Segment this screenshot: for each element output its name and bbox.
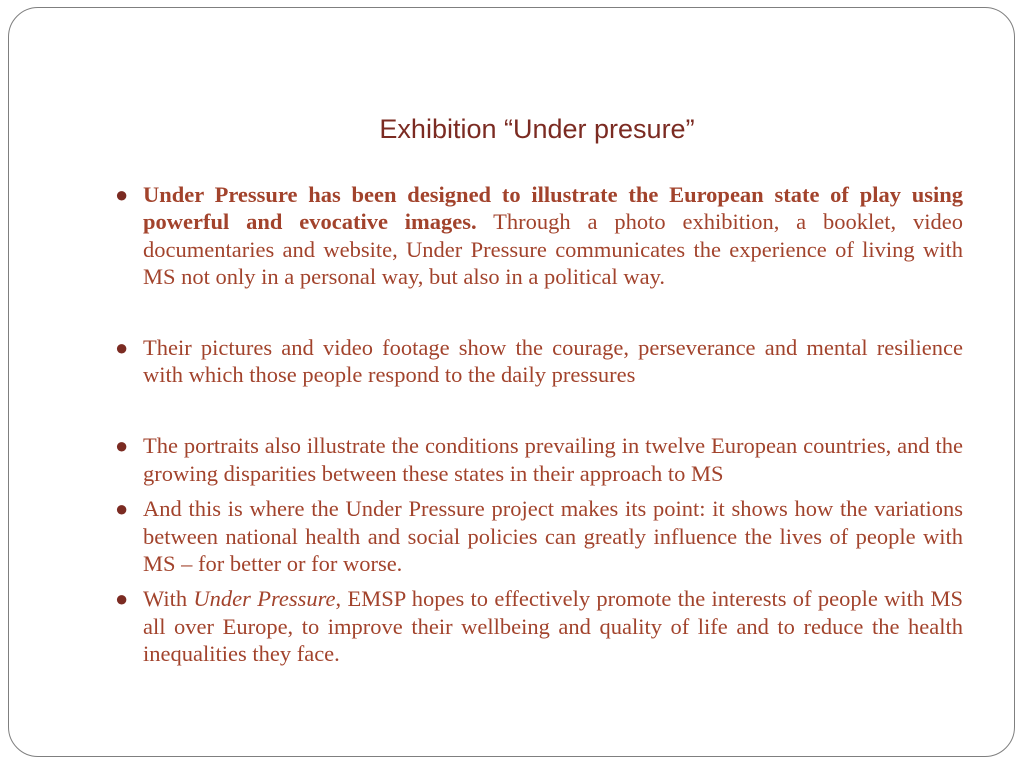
- bullet-item-4: [112, 495, 963, 577]
- bullet-4-text: And this is where the Under Pressure project makes its point: it shows how the variations between national health and social policies can greatly influence the lives of people with MS – for better or for worse.: [143, 496, 963, 577]
- bullet-item-2: [112, 334, 963, 389]
- bullet-icon: ●: [115, 433, 129, 459]
- bullet-item-1: [112, 181, 963, 291]
- bullet-2-text: Their pictures and video footage show the courage, perseverance and mental resilience with which those people respond to the daily pressures: [143, 334, 963, 388]
- bullet-icon: ●: [115, 182, 129, 207]
- bullet-icon: ●: [115, 496, 129, 522]
- slide-title: Exhibition “Under presure”: [379, 114, 695, 144]
- bullet-list: [112, 181, 963, 668]
- bullet-3-text: The portraits also illustrate the conditions prevailing in twelve European countries, and the growing disparities between these states in their approach to MS: [143, 433, 963, 486]
- bullet-item-3: [112, 432, 963, 487]
- bullet-1-text: Through a photo exhibition, a booklet, video documentaries and website, Under Pressure communicates the experience of living with MS not only in a personal way, but also in a political way.: [143, 209, 963, 290]
- bullet-icon: ●: [115, 334, 129, 360]
- bullet-5-lead-text: With: [143, 586, 194, 612]
- bullet-5-text: , EMSP hopes to effectively promote the interests of people with MS all over Europe, to improve their wellbeing and quality of life and to reduce the health inequalities they face.: [143, 586, 963, 667]
- bullet-5-italic-text: Under Pressure: [193, 586, 336, 612]
- bullet-icon: ●: [115, 586, 129, 612]
- bullet-1-bold-text: Under Pressure has been designed to illustrate the European state of play using powerful and evocative images.: [143, 182, 963, 235]
- bullet-item-5: [112, 585, 963, 667]
